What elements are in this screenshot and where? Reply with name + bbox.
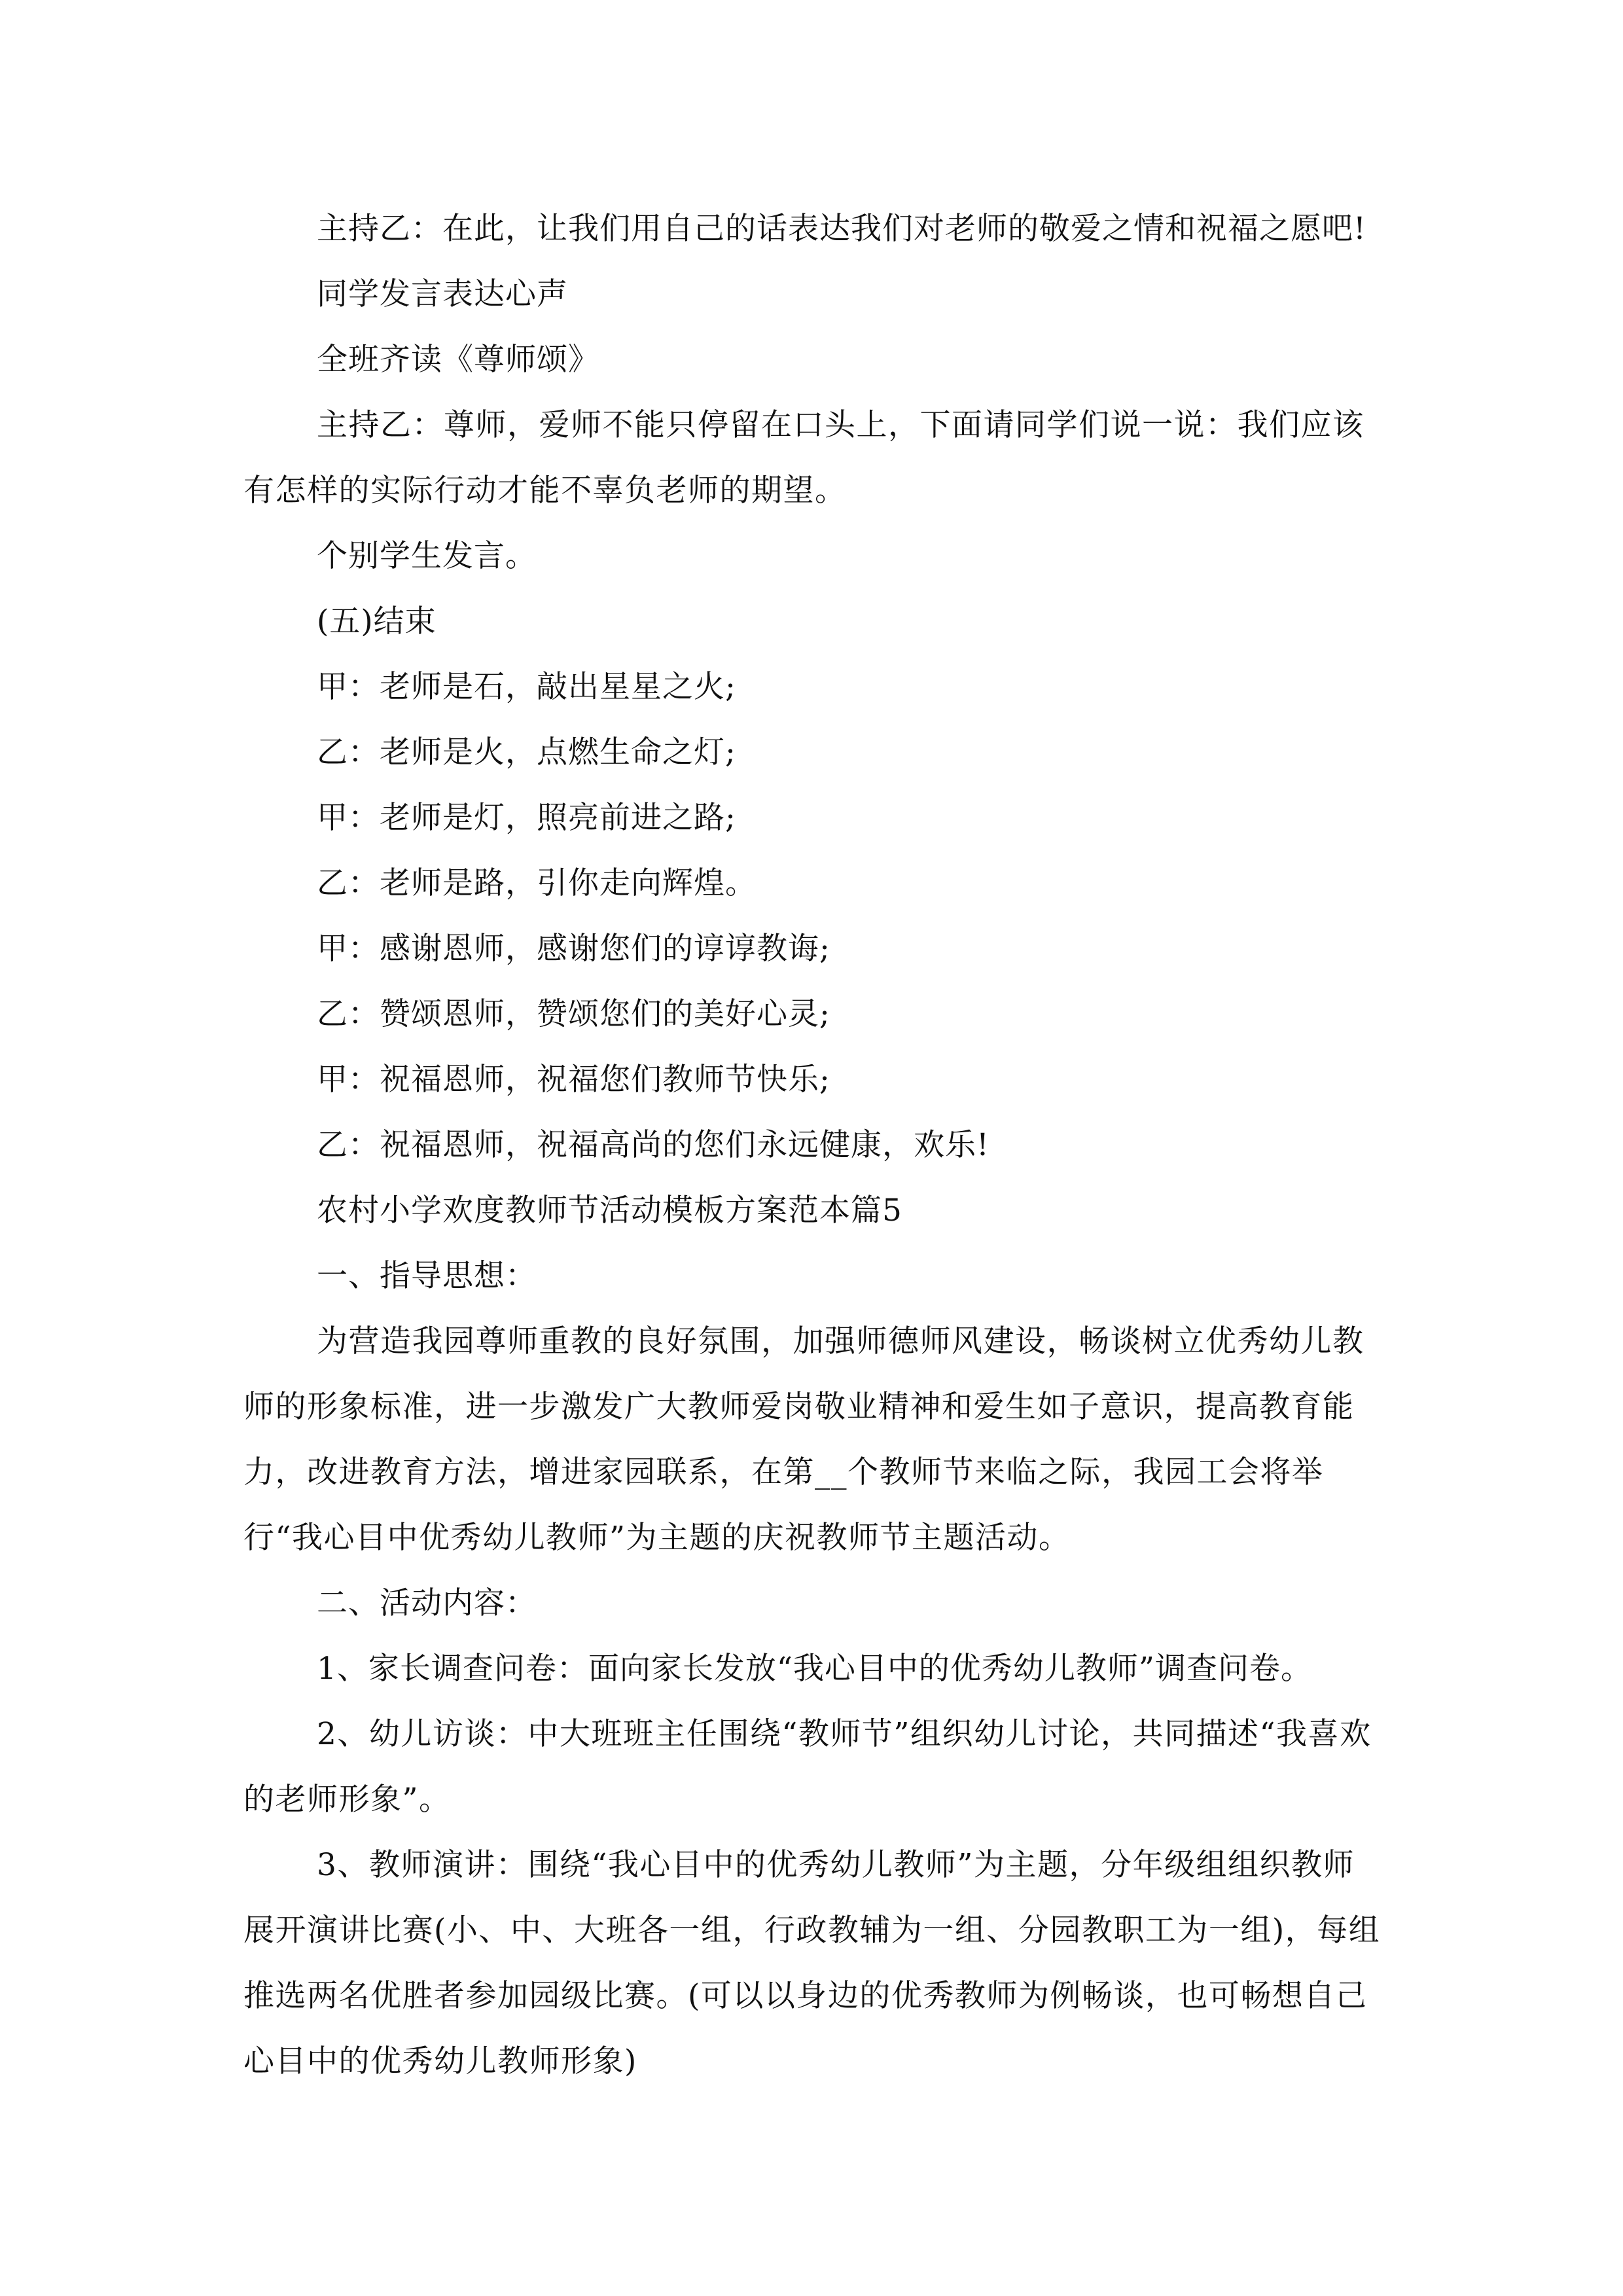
paragraph-guiding-thought: 为营造我园尊师重教的良好氛围，加强师德师风建设，畅谈树立优秀幼儿教师的形象标准，进一步激发广大教师爱岗敬业精神和爱生如子意识，提高教育能力，改进教育方法，增进家园联系，在第__个教师节来临之际，我园工会将举行“我心目中优秀幼儿教师”为主题的庆祝教师节主题活动。 [243, 1323, 1364, 1556]
dialogue-line: 甲：老师是灯，照亮前进之路; [317, 800, 736, 836]
paragraph-individual-speeches: 个别学生发言。 [317, 538, 537, 574]
list-item-parent-survey: 1、家长调查问卷：面向家长发放“我心目中的优秀幼儿教师”调查问卷。 [317, 1651, 1312, 1687]
paragraph-host-closing-speech: 主持乙：在此，让我们用自己的话表达我们对老师的敬爱之情和祝福之愿吧! [317, 211, 1366, 247]
dialogue-line: 甲：祝福恩师，祝福您们教师节快乐; [317, 1062, 830, 1098]
dialogue-line: 乙：祝福恩师，祝福高尚的您们永远健康，欢乐! [317, 1127, 990, 1163]
dialogue-line: 乙：老师是火，点燃生命之灯; [317, 734, 736, 770]
list-item-child-interview: 2、幼儿访谈：中大班班主任围绕“教师节”组织幼儿讨论，共同描述“我喜欢的老师形象”。 [243, 1716, 1372, 1818]
dialogue-line: 甲：老师是石，敲出星星之火; [317, 669, 736, 705]
list-item-teacher-speech: 3、教师演讲：围绕“我心目中的优秀幼儿教师”为主题，分年级组组织教师展开演讲比赛(小、中、大班各一组，行政教辅为一组、分园教职工为一组)，每组推选两名优胜者参加园级比赛。(可以以身边的优秀教师为例畅谈，也可畅想自己心目中的优秀幼儿教师形象) [243, 1847, 1381, 2079]
article-title: 农村小学欢度教师节活动模板方案范本篇5 [317, 1193, 902, 1229]
dialogue-line: 乙：赞颂恩师，赞颂您们的美好心灵; [317, 996, 830, 1032]
dialogue-line: 甲：感谢恩师，感谢您们的谆谆教诲; [317, 931, 830, 967]
section-heading-ending: (五)结束 [317, 603, 437, 639]
paragraph-host-question: 主持乙：尊师，爱师不能只停留在口头上，下面请同学们说一说：我们应该有怎样的实际行动才能不辜负老师的期望。 [243, 407, 1364, 509]
section-heading-guiding-thought: 一、指导思想： [317, 1258, 537, 1294]
paragraph-student-speeches: 同学发言表达心声 [317, 276, 568, 312]
section-heading-activity-content: 二、活动内容： [317, 1585, 537, 1621]
document-body [243, 196, 1385, 2094]
paragraph-class-reading: 全班齐读《尊师颂》 [317, 342, 599, 378]
dialogue-line: 乙：老师是路，引你走向辉煌。 [317, 865, 757, 901]
